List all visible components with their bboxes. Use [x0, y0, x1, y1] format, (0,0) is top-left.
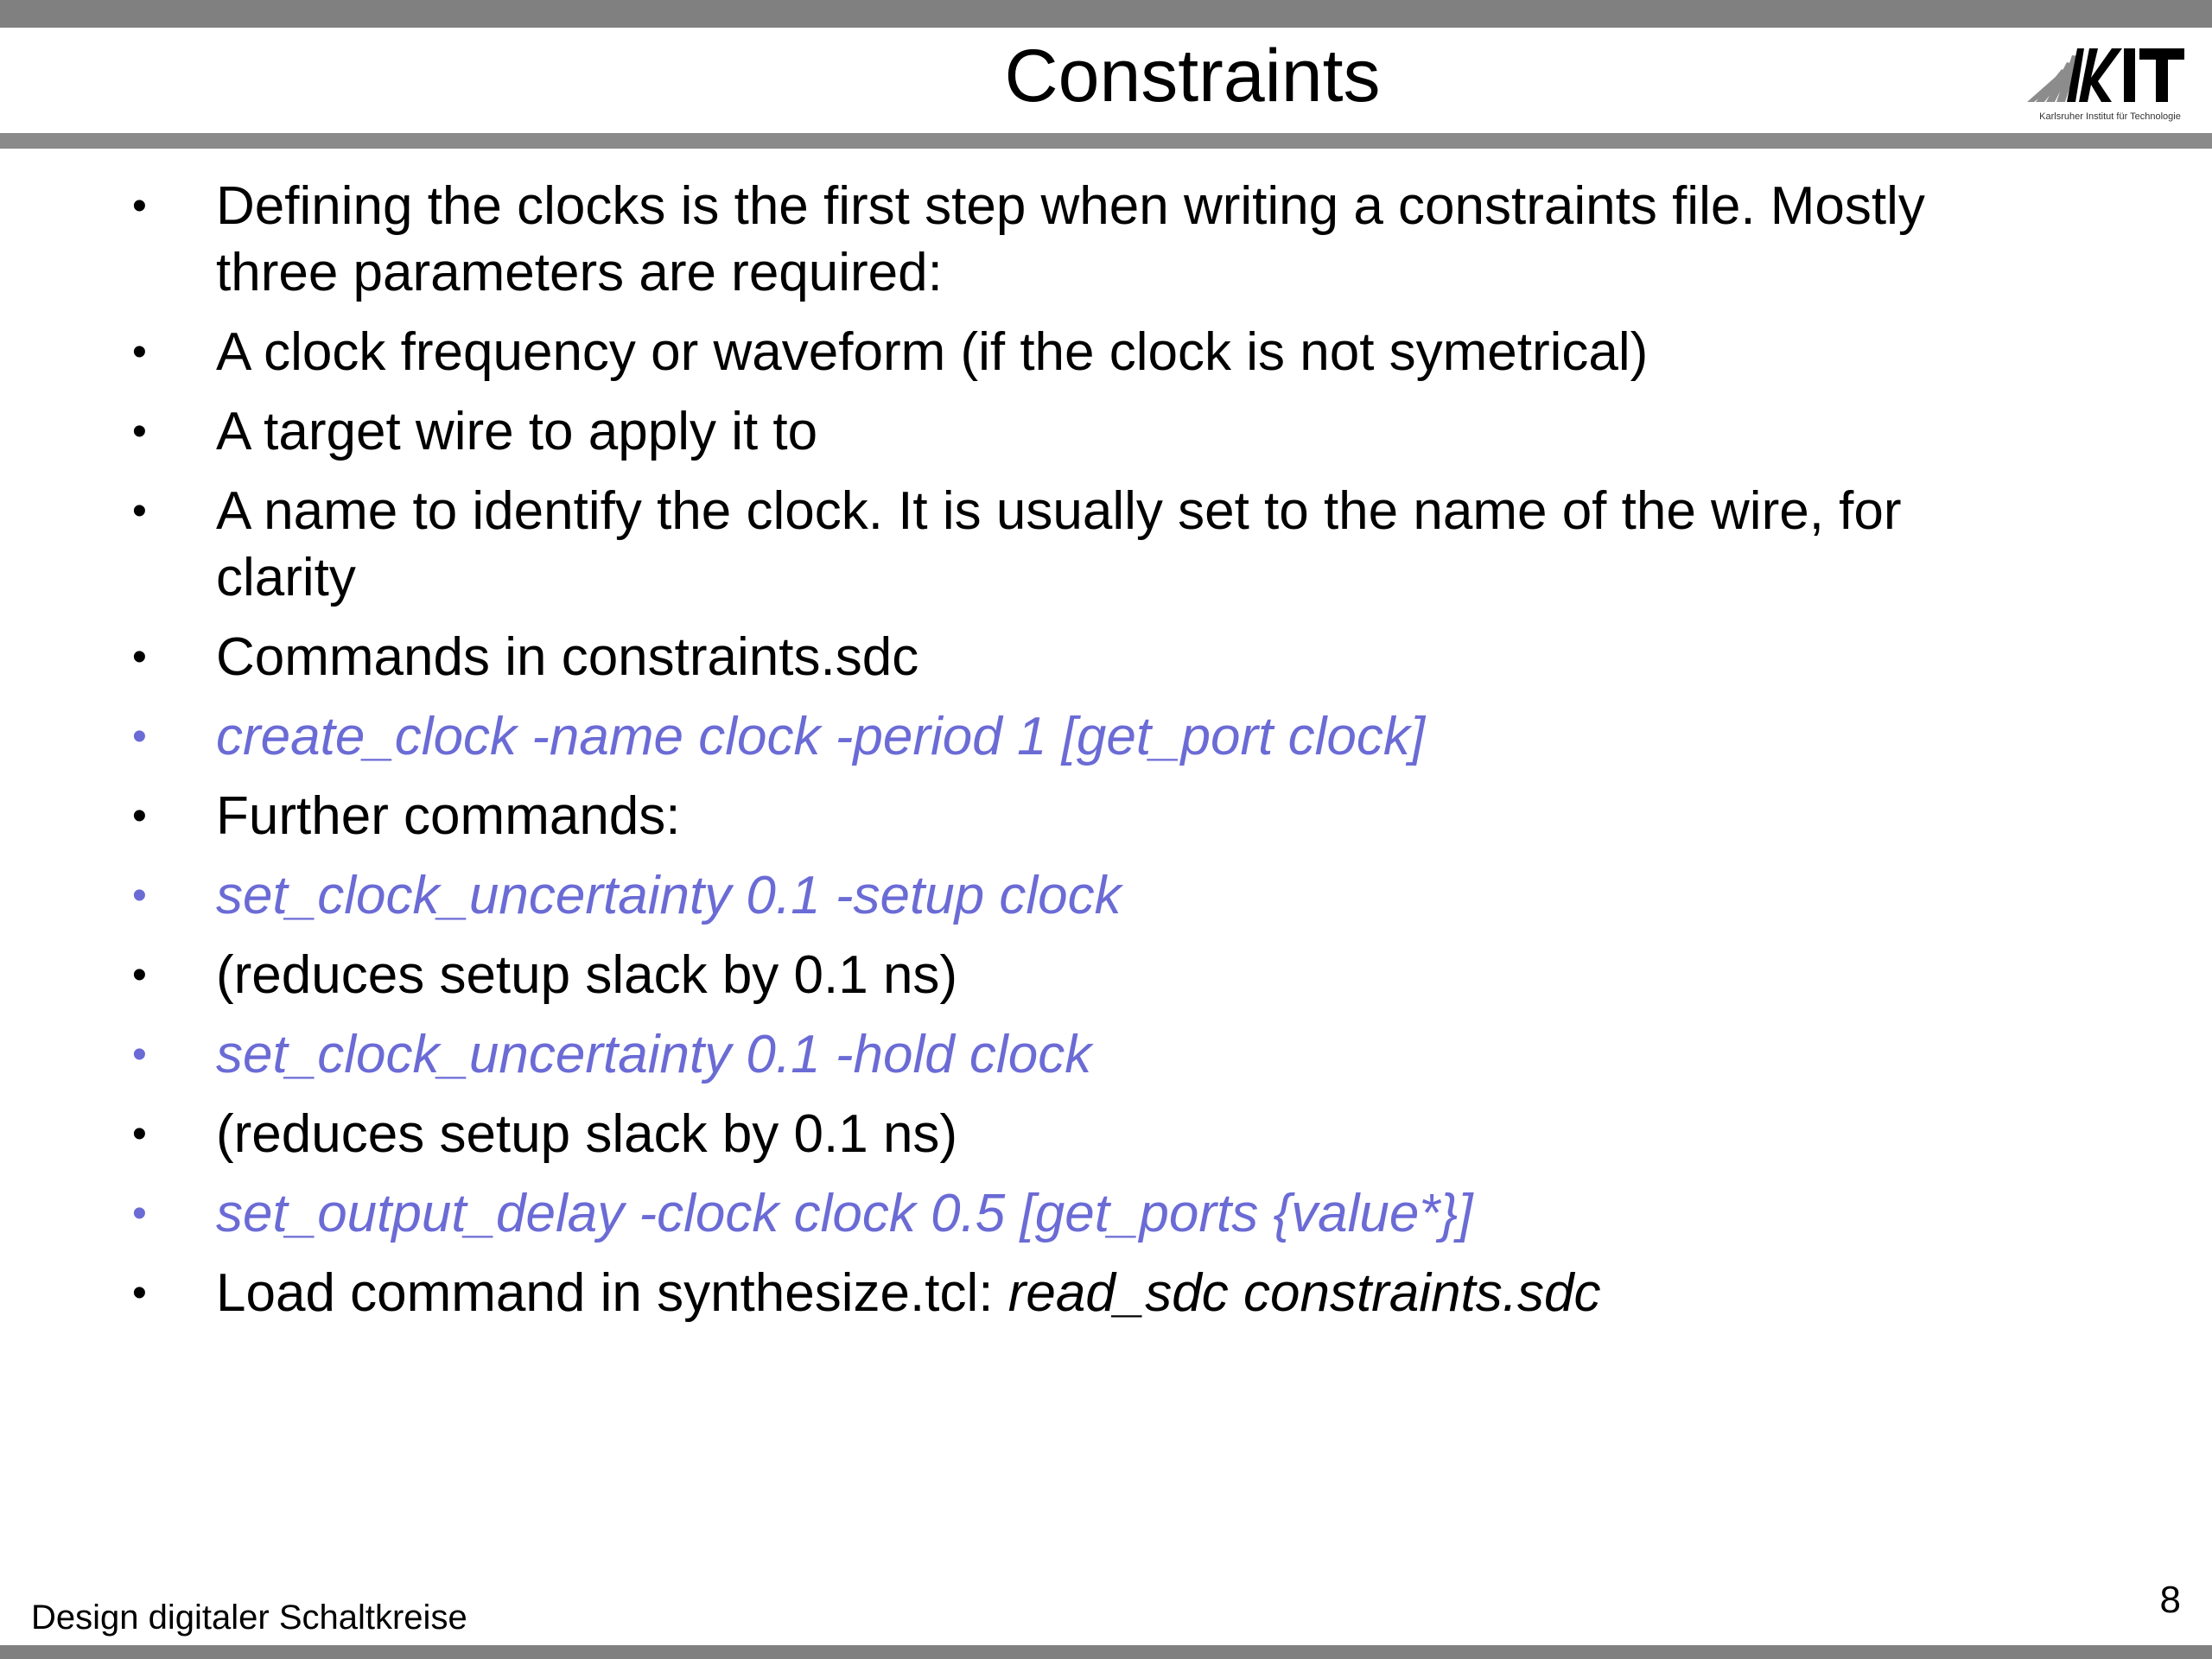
- code-bullet-item: [0, 1180, 1996, 1247]
- code-text: set_clock_uncertainty 0.1 -hold clock: [216, 1025, 1092, 1084]
- kit-logo-icon: [2022, 41, 2195, 111]
- bullet-text: (reduces setup slack by 0.1 ns): [216, 1104, 958, 1164]
- bullet-marker: •: [132, 793, 147, 839]
- bullet-item: [0, 173, 1996, 306]
- inline-code: read_sdc constraints.sdc: [1007, 1263, 1601, 1323]
- bullet-item: [0, 624, 1996, 690]
- bullet-text: A name to identify the clock. It is usually set to the name of the wire, for clarity: [216, 481, 1902, 607]
- code-bullet-item: [0, 1021, 1996, 1088]
- bullet-item: [0, 1260, 1996, 1326]
- bullet-marker: •: [132, 952, 147, 998]
- bullet-text: Defining the clocks is the first step when writing a constraints file. Mostly three parameters are required:: [216, 176, 1925, 302]
- code-text: set_output_delay -clock clock 0.5 [get_ports {value*}]: [216, 1184, 1473, 1243]
- bullet-marker: •: [132, 409, 147, 454]
- logo-caption: Karlsruher Institut für Technologie: [2039, 111, 2181, 122]
- bullet-marker: •: [132, 1270, 147, 1316]
- bullet-marker: •: [132, 1111, 147, 1157]
- bullet-item: [0, 783, 1996, 849]
- header-rule: [0, 133, 2212, 149]
- footer-course-title: Design digitaler Schaltkreise: [31, 1599, 467, 1637]
- page-number: 8: [2159, 1579, 2181, 1621]
- bullet-marker: •: [132, 714, 147, 760]
- bullet-text: Load command in synthesize.tcl:: [216, 1263, 994, 1323]
- bullet-text: A clock frequency or waveform (if the clock is not symetrical): [216, 322, 1649, 382]
- bottom-bar: [0, 1645, 2212, 1659]
- bullet-item: [0, 942, 1996, 1008]
- bullet-marker: •: [132, 1191, 147, 1236]
- bullet-text: Commands in constraints.sdc: [216, 627, 919, 687]
- bullet-text: Further commands:: [216, 786, 681, 846]
- bullet-text: (reduces setup slack by 0.1 ns): [216, 945, 958, 1005]
- bullet-list: [0, 173, 2212, 1326]
- code-bullet-item: [0, 862, 1996, 929]
- bullet-marker: •: [132, 488, 147, 534]
- code-text: set_clock_uncertainty 0.1 -setup clock: [216, 866, 1122, 925]
- bullet-item: [0, 1101, 1996, 1167]
- bullet-item: [0, 478, 1996, 611]
- bullet-marker: •: [132, 873, 147, 918]
- bullet-text: A target wire to apply it to: [216, 402, 818, 461]
- top-bar: [0, 0, 2212, 28]
- code-bullet-item: [0, 703, 1996, 770]
- bullet-item: [0, 398, 1996, 465]
- slide-content: [0, 173, 2212, 1339]
- bullet-marker: •: [132, 1032, 147, 1077]
- code-text: create_clock -name clock -period 1 [get_port clock]: [216, 707, 1426, 766]
- bullet-marker: •: [132, 329, 147, 375]
- bullet-marker: •: [132, 183, 147, 229]
- bullet-marker: •: [132, 634, 147, 680]
- bullet-item: [0, 319, 1996, 385]
- slide-title: Constraints: [1004, 35, 1381, 118]
